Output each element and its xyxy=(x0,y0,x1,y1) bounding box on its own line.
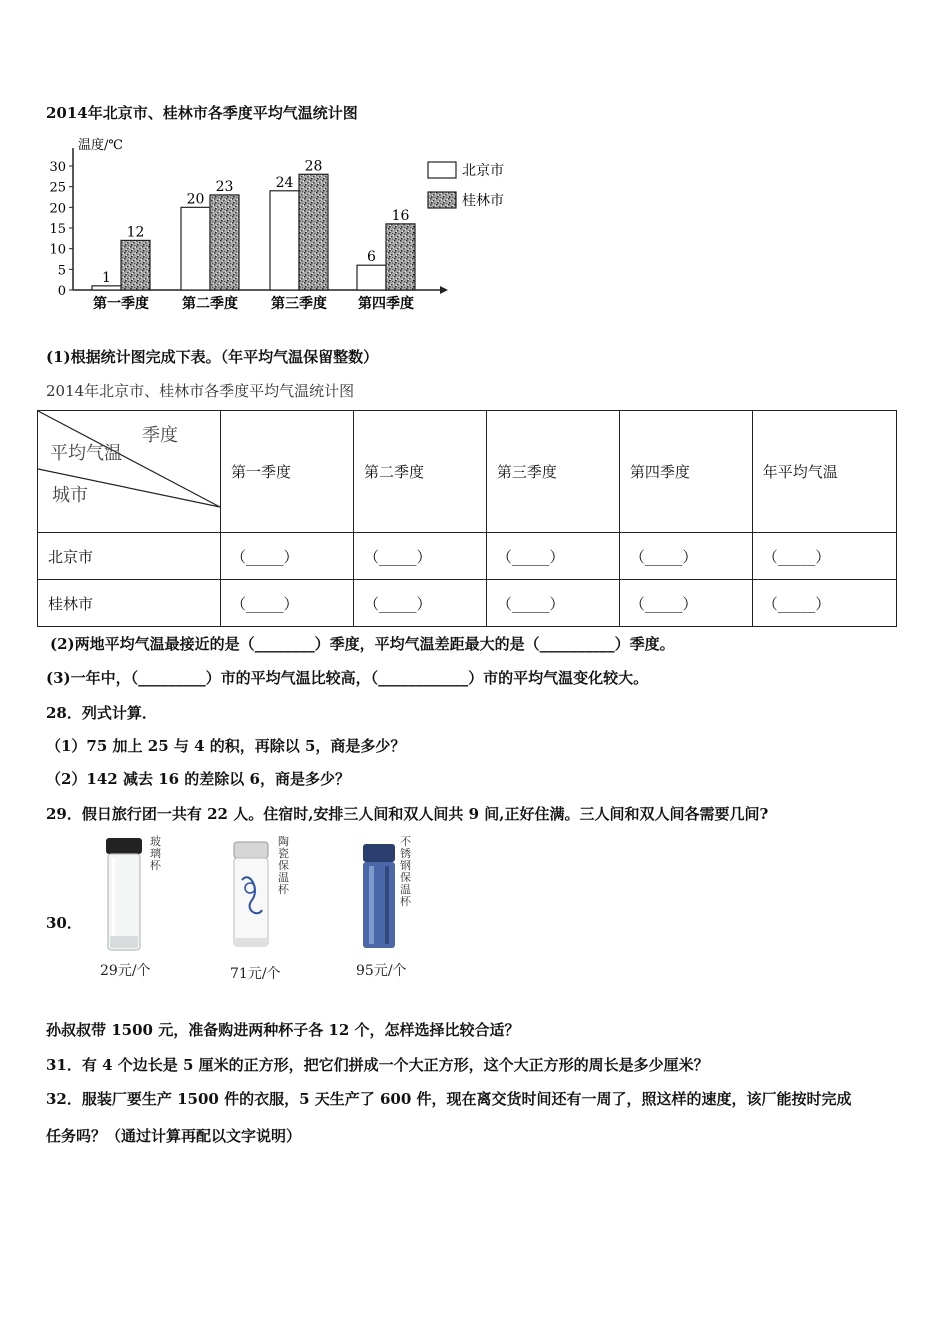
question-30-number: 30． xyxy=(46,914,82,932)
x-axis-arrow xyxy=(440,286,448,294)
question-30-text: 孙叔叔带 1500 元，准备购进两种杯子各 12 个，怎样选择比较合适？ xyxy=(46,1021,520,1039)
glass-cup-price: 29元/个 xyxy=(100,963,151,979)
table-row-beijing xyxy=(38,533,897,580)
bar-beijing xyxy=(92,286,121,290)
data-label-beijing: 24 xyxy=(275,174,294,191)
legend-label-guilin: 桂林市 xyxy=(462,193,504,209)
table-corner-cell xyxy=(38,411,221,533)
legend-swatch-beijing xyxy=(428,162,456,178)
y-tick-label: 30 xyxy=(49,160,66,175)
data-label-beijing: 1 xyxy=(102,269,111,286)
bar-guilin xyxy=(299,174,328,290)
corner-label-avg-temp: 平均气温 xyxy=(50,443,122,464)
data-label-guilin: 16 xyxy=(391,207,410,224)
bar-beijing xyxy=(357,265,386,290)
y-axis-label: 温度/℃ xyxy=(78,138,123,153)
x-tick-label: 第二季度 xyxy=(182,296,238,312)
answer-blank[interactable]: （_____） xyxy=(221,533,354,580)
corner-diagonal-lines xyxy=(38,411,220,532)
y-tick-label: 20 xyxy=(49,201,66,217)
header-q2: 第二季度 xyxy=(353,411,486,533)
legend-label-beijing: 北京市 xyxy=(462,163,504,179)
data-label-beijing: 6 xyxy=(367,249,376,266)
y-tick-label: 25 xyxy=(49,180,66,196)
data-label-guilin: 28 xyxy=(304,158,323,175)
answer-blank[interactable]: （_____） xyxy=(353,533,486,580)
x-tick-label: 第一季度 xyxy=(93,296,149,312)
answer-blank[interactable]: （_____） xyxy=(221,580,354,627)
corner-label-season: 季度 xyxy=(142,425,178,446)
answer-blank[interactable]: （_____） xyxy=(752,580,896,627)
question-27-3: (3)一年中，（_________）市的平均气温比较高，（____________）市的平均气温变化较大。 xyxy=(46,669,649,687)
ceramic-cup xyxy=(230,840,272,956)
bar-beijing xyxy=(181,207,210,290)
steel-cup-label: 不 锈 钢 保 温 杯 xyxy=(400,835,411,908)
question-28-1: （1）75 加上 25 与 4 的积，再除以 5，商是多少？ xyxy=(46,737,406,755)
header-annual: 年平均气温 xyxy=(752,411,896,533)
steel-cup-price: 95元/个 xyxy=(356,963,407,979)
question-32-line-1: 32．服装厂要生产 1500 件的衣服，5 天生产了 600 件，现在离交货时间还有一周了，照这样的速度，该厂能按时完成 xyxy=(46,1090,852,1108)
answer-blank[interactable]: （_____） xyxy=(486,533,619,580)
glass-cup-image xyxy=(100,836,148,954)
bar-guilin xyxy=(121,240,150,290)
ceramic-cup-image xyxy=(230,840,272,952)
data-label-beijing: 20 xyxy=(186,191,205,208)
y-tick-label: 0 xyxy=(57,284,66,299)
glass-cup-label: 玻 璃 杯 xyxy=(150,835,161,872)
bar-guilin xyxy=(210,195,239,290)
data-label-guilin: 12 xyxy=(126,224,145,241)
bar-beijing xyxy=(270,191,299,290)
header-q1: 第一季度 xyxy=(221,411,354,533)
answer-blank[interactable]: （_____） xyxy=(619,533,752,580)
answer-blank[interactable]: （_____） xyxy=(619,580,752,627)
x-tick-label: 第四季度 xyxy=(358,296,414,312)
question-27-2: (2)两地平均气温最接近的是（________）季度，平均气温差距最大的是（__________）季度。 xyxy=(50,635,675,653)
legend-swatch-guilin xyxy=(428,192,456,208)
y-tick-label: 10 xyxy=(49,242,66,258)
row-city: 桂林市 xyxy=(38,580,221,627)
answer-blank[interactable]: （_____） xyxy=(486,580,619,627)
chart-title: 2014年北京市、桂林市各季度平均气温统计图 xyxy=(46,104,358,122)
answer-blank[interactable]: （_____） xyxy=(752,533,896,580)
question-29: 29．假日旅行团一共有 22 人。住宿时,安排三人间和双人间共 9 间,正好住满。三人间和双人间各需要几间? xyxy=(46,805,769,823)
question-27-1: (1)根据统计图完成下表。（年平均气温保留整数） xyxy=(46,348,379,366)
bar-guilin xyxy=(386,224,415,290)
ceramic-cup-label: 陶 瓷 保 温 杯 xyxy=(278,835,289,896)
y-tick-label: 15 xyxy=(49,222,66,237)
steel-cup-image xyxy=(360,842,398,952)
table-row-guilin xyxy=(38,580,897,627)
row-city: 北京市 xyxy=(38,533,221,580)
x-tick-label: 第三季度 xyxy=(271,296,327,312)
answer-blank[interactable]: （_____） xyxy=(353,580,486,627)
question-28-2: （2）142 减去 16 的差除以 6，商是多少？ xyxy=(46,770,350,788)
steel-cup xyxy=(360,842,398,956)
table-caption: 2014年北京市、桂林市各季度平均气温统计图 xyxy=(46,382,355,400)
header-q3: 第三季度 xyxy=(486,411,619,533)
temperature-table xyxy=(37,410,897,627)
question-28: 28．列式计算． xyxy=(46,704,157,722)
glass-cup xyxy=(100,836,148,958)
data-label-guilin: 23 xyxy=(215,178,234,195)
ceramic-cup-price: 71元/个 xyxy=(230,966,281,982)
question-32-line-2: 任务吗？（通过计算再配以文字说明） xyxy=(46,1127,302,1145)
header-q4: 第四季度 xyxy=(619,411,752,533)
y-tick-label: 5 xyxy=(57,263,66,279)
question-31: 31．有 4 个边长是 5 厘米的正方形，把它们拼成一个大正方形，这个大正方形的周长是多少厘米？ xyxy=(46,1056,709,1074)
bar-chart xyxy=(40,132,520,322)
corner-label-city: 城市 xyxy=(52,485,88,506)
